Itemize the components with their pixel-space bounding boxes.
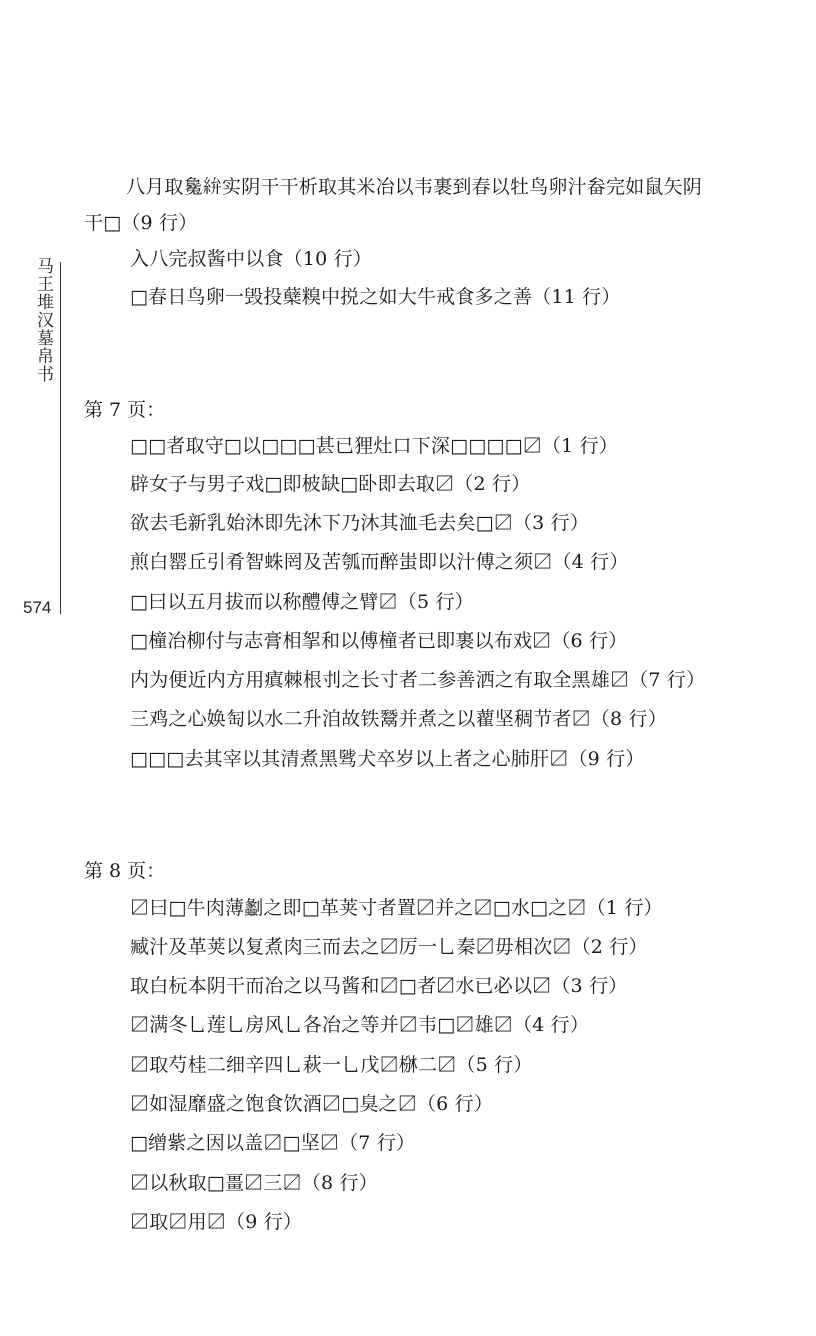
margin-rule	[60, 262, 61, 614]
text-line-p7-7: 内为便近内方用瘨棘根刌之长寸者二参善洒之有取全黑雄〼（7 行）	[130, 669, 706, 691]
text-line-p8-8: 〼以秋取□畺〼三〼（8 行）	[130, 1172, 378, 1194]
text-line-p8-7: □缯紫之因以盖〼□坚〼（7 行）	[130, 1132, 416, 1154]
text-line-top-3: □春日鸟卵一毁投蘖糗中捝之如大牛戒食多之善（11 行）	[130, 286, 621, 308]
text-line-p7-9: □□□去其宰以其清煮黑骘犬卒岁以上者之心肺肝〼（9 行）	[130, 748, 645, 770]
text-line-top-2: 入八完叔酱中以食（10 行）	[130, 248, 373, 270]
text-line-p7-2: 辟女子与男子戏□即柀缺□卧即去取〼（2 行）	[130, 473, 531, 495]
text-line-p8-1: 〼曰□牛肉薄劙之即□革荚寸者置〼并之〼□水□之〼（1 行）	[130, 897, 663, 919]
text-line-top-1a: 八月取毚𥿋实阴干干析取其米冶以韦裹到春以牡鸟卵汁畚完如鼠矢阴	[126, 176, 703, 198]
text-line-p8-6: 〼如湿靡盛之饱食饮酒〼□臭之〼（6 行）	[130, 1093, 494, 1115]
text-line-p7-4: 煎白罂丘引肴智蛛罔及苦瓠而醉蚩即以汁傅之须〼（4 行）	[130, 551, 629, 573]
section-heading-page-7: 第 7 页：	[84, 399, 166, 421]
text-line-p7-5: □曰以五月拔而以称醴傅之臂〼（5 行）	[130, 591, 474, 613]
running-title: 马王堆汉墓帛书	[33, 257, 53, 383]
section-heading-page-8: 第 8 页：	[84, 860, 166, 882]
text-line-p7-8: 三鸡之心㛟匋以水二升洎故铁鬵并煮之以藋坚稠节者〼（8 行）	[130, 708, 667, 730]
text-line-p8-4: 〼满冬乚莲乚房风乚各冶之等并〼韦□〼雄〼（4 行）	[130, 1014, 590, 1036]
text-line-p8-9: 〼取〼用〼（9 行）	[130, 1211, 303, 1233]
text-line-top-1b: 干□（9 行）	[84, 212, 198, 234]
text-line-p8-5: 〼取芍桂二细辛四乚萩一乚戊〼椕二〼（5 行）	[130, 1054, 533, 1076]
text-line-p7-3: 欲去毛新乳始沐即先沐下乃沐其洫毛去矣□〼（3 行）	[130, 512, 590, 534]
text-line-p7-6: □橦冶柳付与志膏相挐和以傅橦者已即裹以布戏〼（6 行）	[130, 630, 628, 652]
text-line-p8-2: 臧汁及革荚以复煮肉三而去之〼厉一乚秦〼毋相次〼（2 行）	[130, 936, 648, 958]
page-number: 574	[23, 598, 52, 617]
text-line-p7-1: □□者取守□以□□□甚已狸灶口下深□□□□〼（1 行）	[130, 435, 619, 457]
text-line-p8-3: 取白杬本阴干而冶之以马酱和〼□者〼水已必以〼（3 行）	[130, 975, 628, 997]
